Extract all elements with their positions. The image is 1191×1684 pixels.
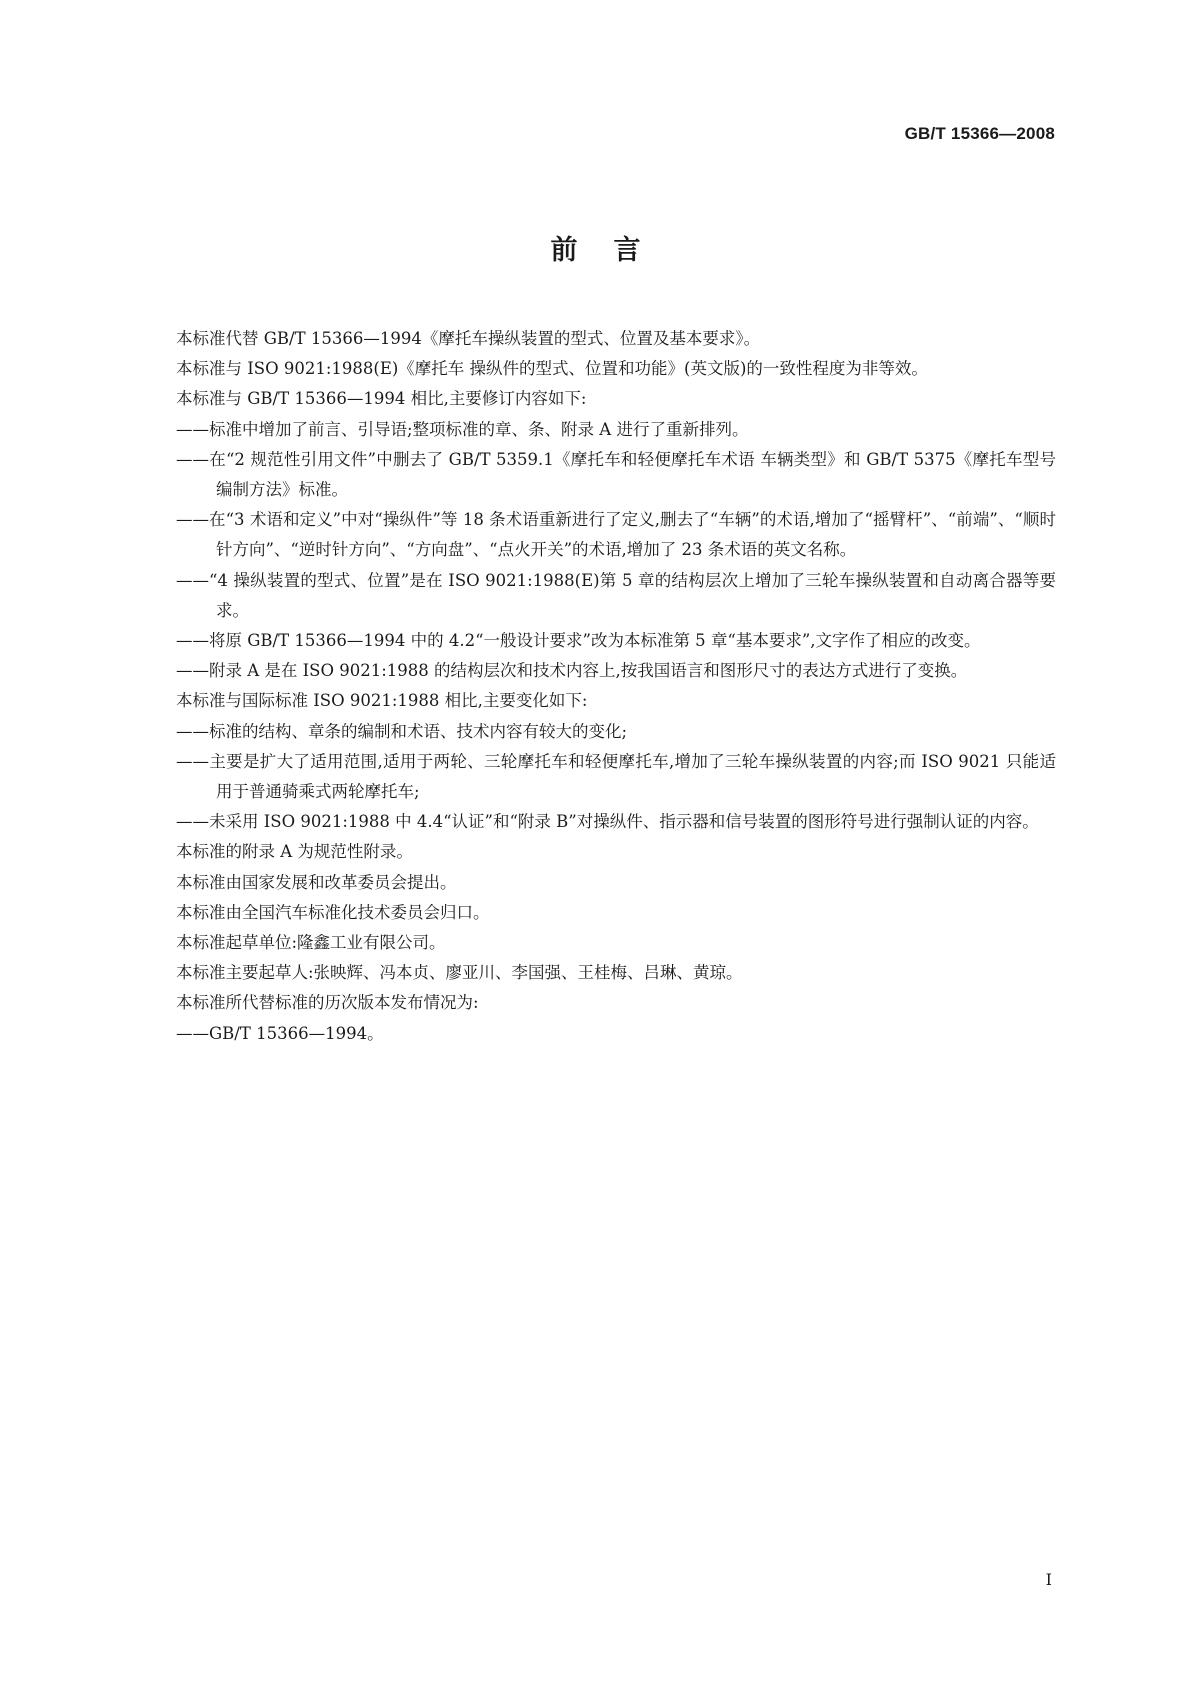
list-item-revision: ——将原 GB/T 15366—1994 中的 4.2“一般设计要求”改为本标准第 5 章“基本要求”,文字作了相应的改变。 [176, 631, 981, 651]
paragraph-drafting-unit: 本标准起草单位:隆鑫工业有限公司。 [176, 933, 446, 953]
paragraph-changes-intro: 本标准与国际标准 ISO 9021:1988 相比,主要变化如下: [176, 691, 588, 711]
paragraph-proposed-by: 本标准由国家发展和改革委员会提出。 [176, 872, 457, 892]
list-item-change: ——主要是扩大了适用范围,适用于两轮、三轮摩托车和轻便摩托车,增加了三轮车操纵装置的内容;而 ISO 9021 只能适用于普通骑乘式两轮摩托车; [176, 751, 1056, 802]
list-item-history: ——GB/T 15366—1994。 [176, 1023, 384, 1043]
document-body [136, 324, 1056, 1049]
list-item-revision: ——标准中增加了前言、引导语;整项标准的章、条、附录 A 进行了重新排列。 [176, 419, 749, 439]
list-item-revision: ——附录 A 是在 ISO 9021:1988 的结构层次和技术内容上,按我国语言和图形尺寸的表达方式进行了变换。 [176, 661, 968, 681]
list-item-change: ——未采用 ISO 9021:1988 中 4.4“认证”和“附录 B”对操纵件、指示器和信号装置的图形符号进行强制认证的内容。 [176, 812, 1039, 832]
list-item-revision: ——“4 操纵装置的型式、位置”是在 ISO 9021:1988(E)第 5 章的结构层次上增加了三轮车操纵装置和自动离合器等要求。 [176, 570, 1056, 620]
paragraph-drafters: 本标准主要起草人:张映辉、冯本贞、廖亚川、李国强、王桂梅、吕琳、黄琼。 [176, 963, 743, 983]
paragraph-revisions-intro: 本标准与 GB/T 15366—1994 相比,主要修订内容如下: [176, 389, 587, 409]
page-title: 前言 [550, 235, 677, 266]
list-item-change: ——标准的结构、章条的编制和术语、技术内容有较大的变化; [176, 721, 628, 741]
list-item-revision: ——在“2 规范性引用文件”中删去了 GB/T 5359.1《摩托车和轻便摩托车术语 车辆类型》和 GB/T 5375《摩托车型号编制方法》标准。 [176, 449, 1056, 500]
paragraph-supersedes: 本标准代替 GB/T 15366—1994《摩托车操纵装置的型式、位置及基本要求》。 [176, 329, 761, 348]
paragraph-history-intro: 本标准所代替标准的历次版本发布情况为: [176, 993, 479, 1013]
paragraph-annex: 本标准的附录 A 为规范性附录。 [176, 842, 413, 862]
list-item-revision: ——在“3 术语和定义”中对“操纵件”等 18 条术语重新进行了定义,删去了“车辆”的术语,增加了“摇臂杆”、“前端”、“顺时针方向”、“逆时针方向”、“方向盘”、“点火开关”的术语,增加了 23 条术语的英文名称。 [176, 510, 1056, 560]
page-number: I [1045, 1570, 1052, 1589]
paragraph-centralized-by: 本标准由全国汽车标准化技术委员会归口。 [176, 902, 490, 922]
paragraph-equivalence: 本标准与 ISO 9021:1988(E)《摩托车 操纵件的型式、位置和功能》(英文版)的一致性程度为非等效。 [176, 359, 928, 379]
standard-code: GB/T 15366—2008 [904, 124, 1055, 143]
